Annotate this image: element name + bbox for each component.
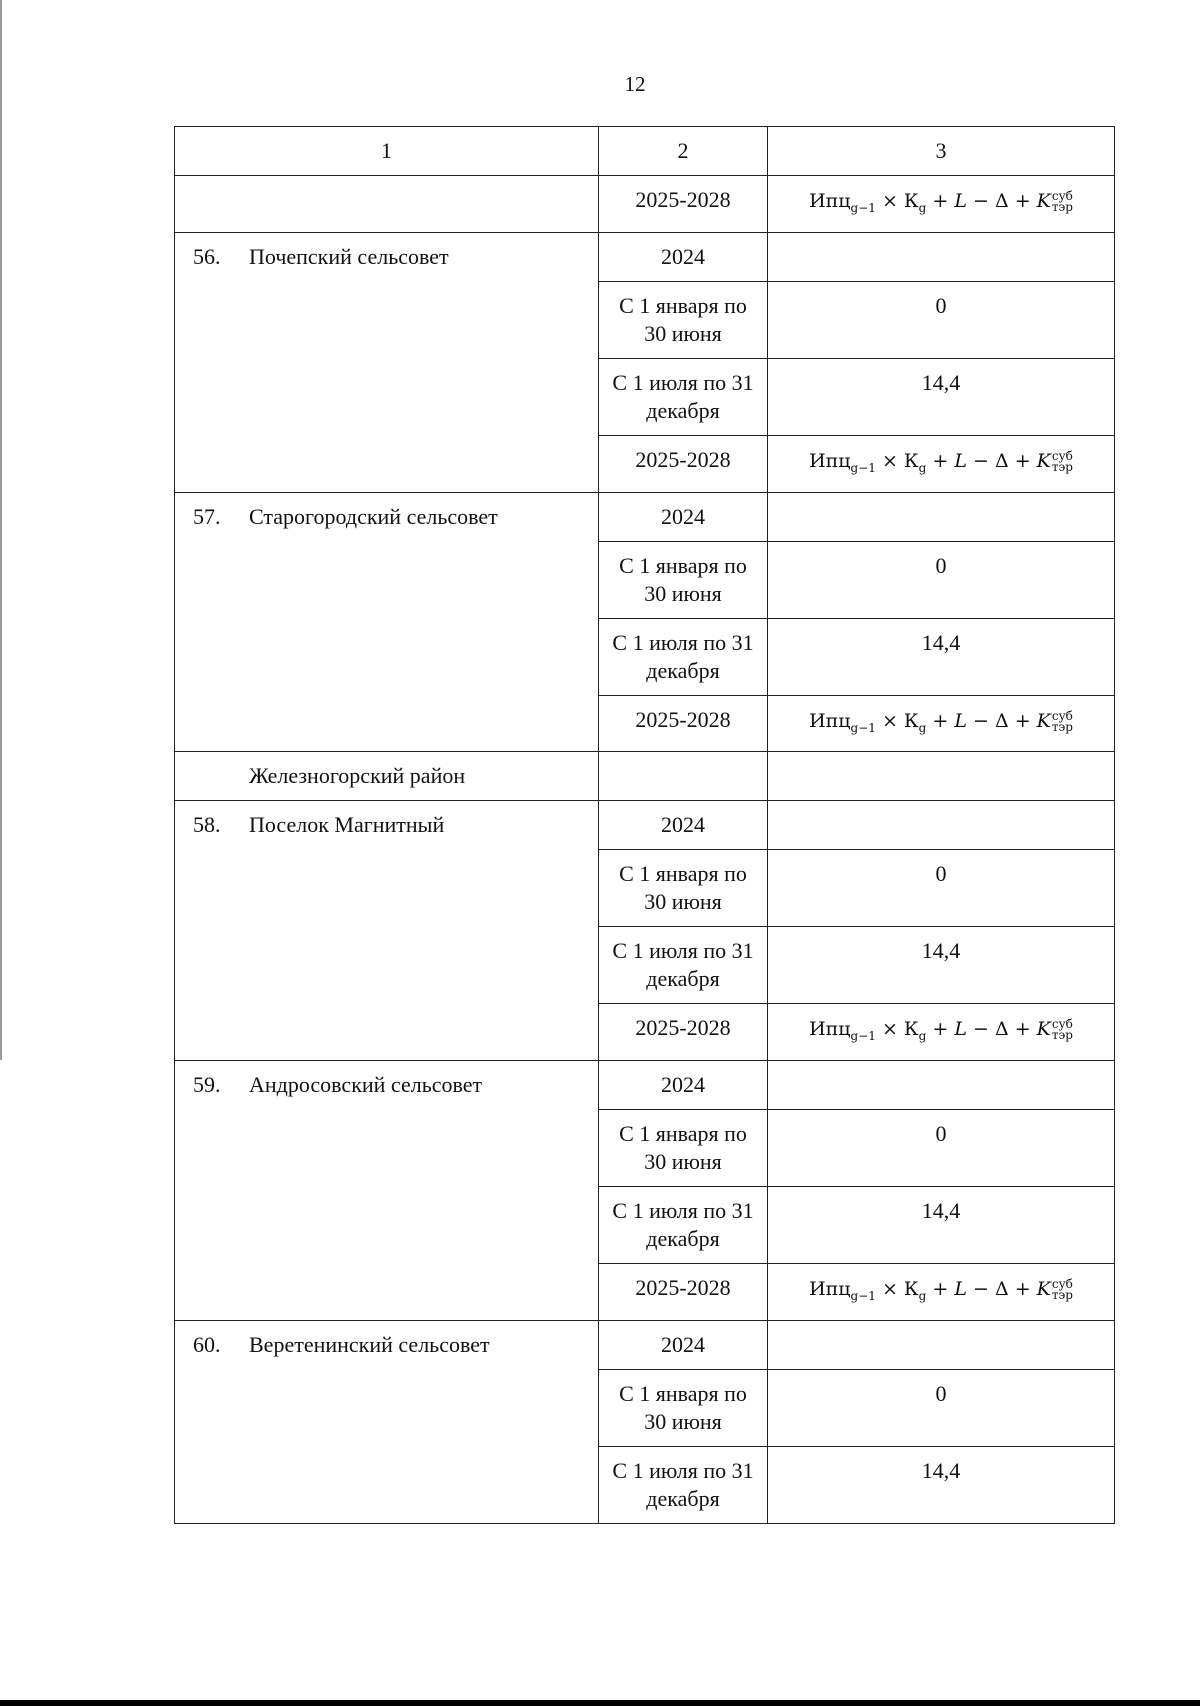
formula-cell xyxy=(768,435,1115,492)
formula-k-ter-sub: тэр xyxy=(1051,1288,1073,1303)
formula-minus-delta: − Δ + xyxy=(972,709,1031,732)
value-cell: 14,4 xyxy=(768,1446,1115,1523)
formula-k-ter-scripts xyxy=(1052,1019,1073,1041)
formula-k-ter: K xyxy=(1036,190,1051,212)
period-cell: С 1 июля по 31 декабря xyxy=(599,618,768,695)
value-cell: 0 xyxy=(768,1369,1115,1446)
tariff-table-body xyxy=(175,127,1115,1524)
header-col-1: 1 xyxy=(175,127,599,176)
tariff-formula xyxy=(809,189,1073,215)
formula-k-sub: g xyxy=(918,460,927,475)
header-col-3: 3 xyxy=(768,127,1115,176)
period-cell: С 1 января по 30 июня xyxy=(599,541,768,618)
empty-cell xyxy=(768,492,1115,541)
period-cell: С 1 января по 30 июня xyxy=(599,1369,768,1446)
year-cell: 2024 xyxy=(599,232,768,281)
formula-k-ter-scripts xyxy=(1051,448,1073,474)
formula-k-ter-scripts xyxy=(1051,708,1073,734)
period-cell: 2025-2028 xyxy=(599,435,768,492)
formula-k-sub: g xyxy=(918,1288,927,1303)
period-cell: С 1 июля по 31 декабря xyxy=(599,358,768,435)
entity-number: 56. xyxy=(193,243,221,269)
formula-ipc: Ипц xyxy=(809,709,851,732)
period-cell: С 1 июля по 31 декабря xyxy=(599,927,768,1004)
formula-plus-l: + L xyxy=(932,1018,967,1041)
empty-cell xyxy=(768,752,1115,801)
scan-bottom-edge xyxy=(0,1700,1200,1706)
formula-cell xyxy=(768,695,1115,752)
formula-k: К xyxy=(903,1018,919,1041)
formula-ipc: Ипц xyxy=(809,1278,851,1301)
entity-number: 60. xyxy=(193,1331,221,1357)
formula-times: × xyxy=(881,449,898,472)
formula-ipc-sub: g−1 xyxy=(850,460,876,475)
value-cell: 14,4 xyxy=(768,1187,1115,1264)
period-cell: 2025-2028 xyxy=(599,1264,768,1321)
formula-k: К xyxy=(903,709,919,732)
formula-plus-l: + L xyxy=(932,1278,967,1301)
formula-k-ter-sub: тэр xyxy=(1051,459,1073,474)
formula-cell xyxy=(768,1004,1115,1061)
entity-row xyxy=(175,801,1115,850)
entity-cell xyxy=(175,1320,599,1523)
tariff-formula xyxy=(809,708,1073,735)
formula-minus-delta: − Δ + xyxy=(972,1278,1031,1301)
formula-ipc: Ипц xyxy=(809,190,851,212)
period-cell: С 1 января по 30 июня xyxy=(599,850,768,927)
entity-row xyxy=(175,1320,1115,1369)
entity-cell-empty xyxy=(175,176,599,233)
entity-name: Веретенинский сельсовет xyxy=(249,1331,490,1357)
value-cell: 0 xyxy=(768,1110,1115,1187)
formula-plus-l: + L xyxy=(932,190,967,212)
year-cell: 2024 xyxy=(599,492,768,541)
continuation-row xyxy=(175,176,1115,233)
formula-k-sub: g xyxy=(918,720,927,735)
formula-k-ter-scripts xyxy=(1052,1279,1073,1301)
empty-cell xyxy=(599,752,768,801)
formula-k: К xyxy=(903,449,919,472)
entity-cell xyxy=(175,1061,599,1321)
formula-k-ter: K xyxy=(1036,1018,1051,1041)
value-cell: 0 xyxy=(768,281,1115,358)
value-cell: 14,4 xyxy=(768,927,1115,1004)
formula-cell xyxy=(768,176,1115,233)
formula-ipc: Ипц xyxy=(809,1018,851,1041)
tariff-table xyxy=(174,126,1115,1524)
tariff-formula xyxy=(809,448,1073,475)
entity-name: Андросовский сельсовет xyxy=(249,1072,483,1098)
formula-k-ter-sup: суб xyxy=(1051,708,1073,723)
period-cell: С 1 июля по 31 декабря xyxy=(599,1446,768,1523)
entity-row xyxy=(175,492,1115,541)
entity-name: Поселок Магнитный xyxy=(249,812,445,838)
formula-times: × xyxy=(881,709,898,732)
empty-cell xyxy=(768,1061,1115,1110)
formula-ipc-sub: g−1 xyxy=(850,1288,876,1303)
period-cell: 2025-2028 xyxy=(599,176,768,233)
formula-ipc: Ипц xyxy=(809,449,851,472)
value-cell: 14,4 xyxy=(768,358,1115,435)
formula-ipc-sub: g−1 xyxy=(850,1029,876,1044)
formula-k-ter-sub: тэр xyxy=(1051,1028,1073,1043)
formula-ipc-sub: g−1 xyxy=(850,720,876,735)
entity-name: Почепский сельсовет xyxy=(249,243,449,269)
scan-left-edge xyxy=(0,0,2,1060)
year-cell: 2024 xyxy=(599,1320,768,1369)
formula-times: × xyxy=(881,1278,898,1301)
district-row xyxy=(175,752,1115,801)
formula-k-ter-scripts xyxy=(1052,191,1073,213)
formula-k-ter-sub: тэр xyxy=(1051,719,1073,734)
page-number: 12 xyxy=(624,72,646,96)
value-cell: 0 xyxy=(768,541,1115,618)
formula-k-sub: g xyxy=(918,1029,927,1044)
formula-k-ter: K xyxy=(1036,1278,1051,1301)
formula-k: К xyxy=(903,1278,919,1301)
formula-times: × xyxy=(881,190,898,212)
district-name: Железногорский район xyxy=(249,763,466,789)
formula-k: К xyxy=(903,190,919,212)
table-header-row xyxy=(175,127,1115,176)
tariff-formula xyxy=(809,1017,1073,1044)
formula-k-ter-sup: суб xyxy=(1051,1277,1073,1292)
period-cell: С 1 июля по 31 декабря xyxy=(599,1187,768,1264)
entity-name: Старогородский сельсовет xyxy=(249,503,498,529)
entity-cell xyxy=(175,232,599,492)
entity-number: 58. xyxy=(193,812,221,838)
tariff-formula xyxy=(809,1277,1073,1303)
formula-minus-delta: − Δ + xyxy=(972,1018,1031,1041)
formula-k-sub: g xyxy=(918,200,927,215)
header-col-2: 2 xyxy=(599,127,768,176)
entity-row xyxy=(175,1061,1115,1110)
formula-plus-l: + L xyxy=(932,449,967,472)
formula-ipc-sub: g−1 xyxy=(850,200,876,215)
period-cell: 2025-2028 xyxy=(599,1004,768,1061)
period-cell: 2025-2028 xyxy=(599,695,768,752)
year-cell: 2024 xyxy=(599,1061,768,1110)
formula-k-ter: K xyxy=(1036,709,1051,732)
entity-number: 59. xyxy=(193,1072,221,1098)
entity-cell xyxy=(175,492,599,752)
empty-cell xyxy=(768,1320,1115,1369)
district-name-cell xyxy=(175,752,599,801)
formula-k-ter-sup: суб xyxy=(1051,448,1073,463)
formula-k-ter-sub: тэр xyxy=(1051,200,1073,214)
value-cell: 14,4 xyxy=(768,618,1115,695)
formula-minus-delta: − Δ + xyxy=(972,449,1031,472)
empty-cell xyxy=(768,232,1115,281)
entity-cell xyxy=(175,801,599,1061)
formula-plus-l: + L xyxy=(932,709,967,732)
entity-row xyxy=(175,232,1115,281)
formula-k-ter-sup: суб xyxy=(1051,189,1073,203)
formula-k-ter-sup: суб xyxy=(1051,1017,1073,1032)
period-cell: С 1 января по 30 июня xyxy=(599,281,768,358)
value-cell: 0 xyxy=(768,850,1115,927)
empty-cell xyxy=(768,801,1115,850)
formula-k-ter: K xyxy=(1036,449,1051,472)
formula-times: × xyxy=(881,1018,898,1041)
formula-cell xyxy=(768,1264,1115,1321)
period-cell: С 1 января по 30 июня xyxy=(599,1110,768,1187)
year-cell: 2024 xyxy=(599,801,768,850)
formula-minus-delta: − Δ + xyxy=(972,190,1031,212)
entity-number: 57. xyxy=(193,503,221,529)
